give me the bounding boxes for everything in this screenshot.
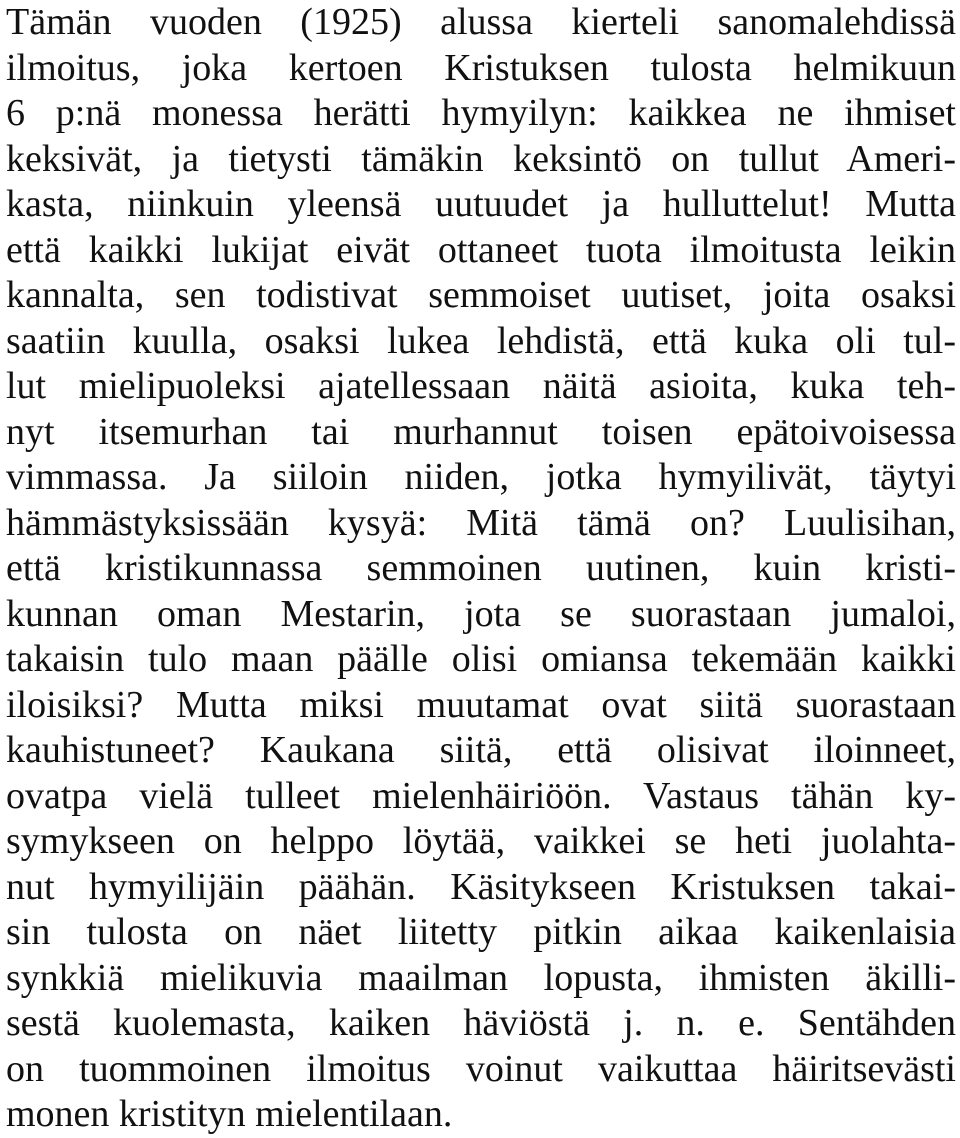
text-line: on tuommoinen ilmoitus voinut vaikuttaa häiritsevästi: [6, 1047, 956, 1090]
text-line: sestä kuolemasta, kaiken häviöstä j. n. e. Sentähden: [6, 1002, 956, 1044]
text-line: nyt itsemurhan tai murhannut toisen epätoivoisessa: [6, 410, 956, 453]
text-line: symykseen on helppo löytää, vaikkei se heti juolahta-: [6, 820, 956, 862]
document-page: [6, 0, 956, 1138]
text-line: 6 p:nä monessa herätti hymyilyn: kaikkea ne ihmiset: [6, 92, 956, 134]
text-line: sin tulosta on näet liitetty pitkin aikaa kaikenlaisia: [6, 911, 956, 953]
text-line: takaisin tulo maan päälle olisi omiansa tekemään kaikki: [6, 638, 956, 680]
text-line: saatiin kuulla, osaksi lukea lehdistä, että kuka oli tul-: [6, 319, 956, 362]
text-line: monen kristityn mielentilaan.: [6, 1093, 453, 1135]
text-line: ovatpa vielä tulleet mielenhäiriöön. Vastaus tähän ky-: [6, 774, 956, 817]
body-paragraph: [6, 0, 956, 1138]
text-line: vimmassa. Ja siiloin niiden, jotka hymyilivät, täytyi: [6, 456, 956, 498]
text-line: nut hymyilijäin päähän. Käsitykseen Kristuksen takai-: [6, 865, 956, 908]
text-line: kasta, niinkuin yleensä uutuudet ja hulluttelut! Mutta: [6, 183, 956, 225]
text-line: hämmästyksissään kysyä: Mitä tämä on? Luulisihan,: [6, 501, 956, 544]
text-line: Tämän vuoden (1925) alussa kierteli sanomalehdissä: [6, 1, 956, 43]
text-line: että kristikunnassa semmoinen uutinen, kuin kristi-: [6, 547, 956, 589]
text-line: keksivät, ja tietysti tämäkin keksintö on tullut Ameri-: [6, 137, 956, 180]
text-line: kunnan oman Mestarin, jota se suorastaan jumaloi,: [6, 592, 956, 635]
text-line: kannalta, sen todistivat semmoiset uutiset, joita osaksi: [6, 274, 956, 316]
text-line: synkkiä mielikuvia maailman lopusta, ihmisten äkilli-: [6, 956, 956, 999]
text-line: iloisiksi? Mutta miksi muutamat ovat siitä suorastaan: [6, 683, 956, 726]
text-line: ilmoitus, joka kertoen Kristuksen tulosta helmikuun: [6, 46, 956, 89]
text-line: että kaikki lukijat eivät ottaneet tuota ilmoitusta leikin: [6, 228, 956, 271]
text-line: kauhistuneet? Kaukana siitä, että olisivat iloinneet,: [6, 729, 956, 771]
text-line: lut mielipuoleksi ajatellessaan näitä asioita, kuka teh-: [6, 365, 956, 407]
